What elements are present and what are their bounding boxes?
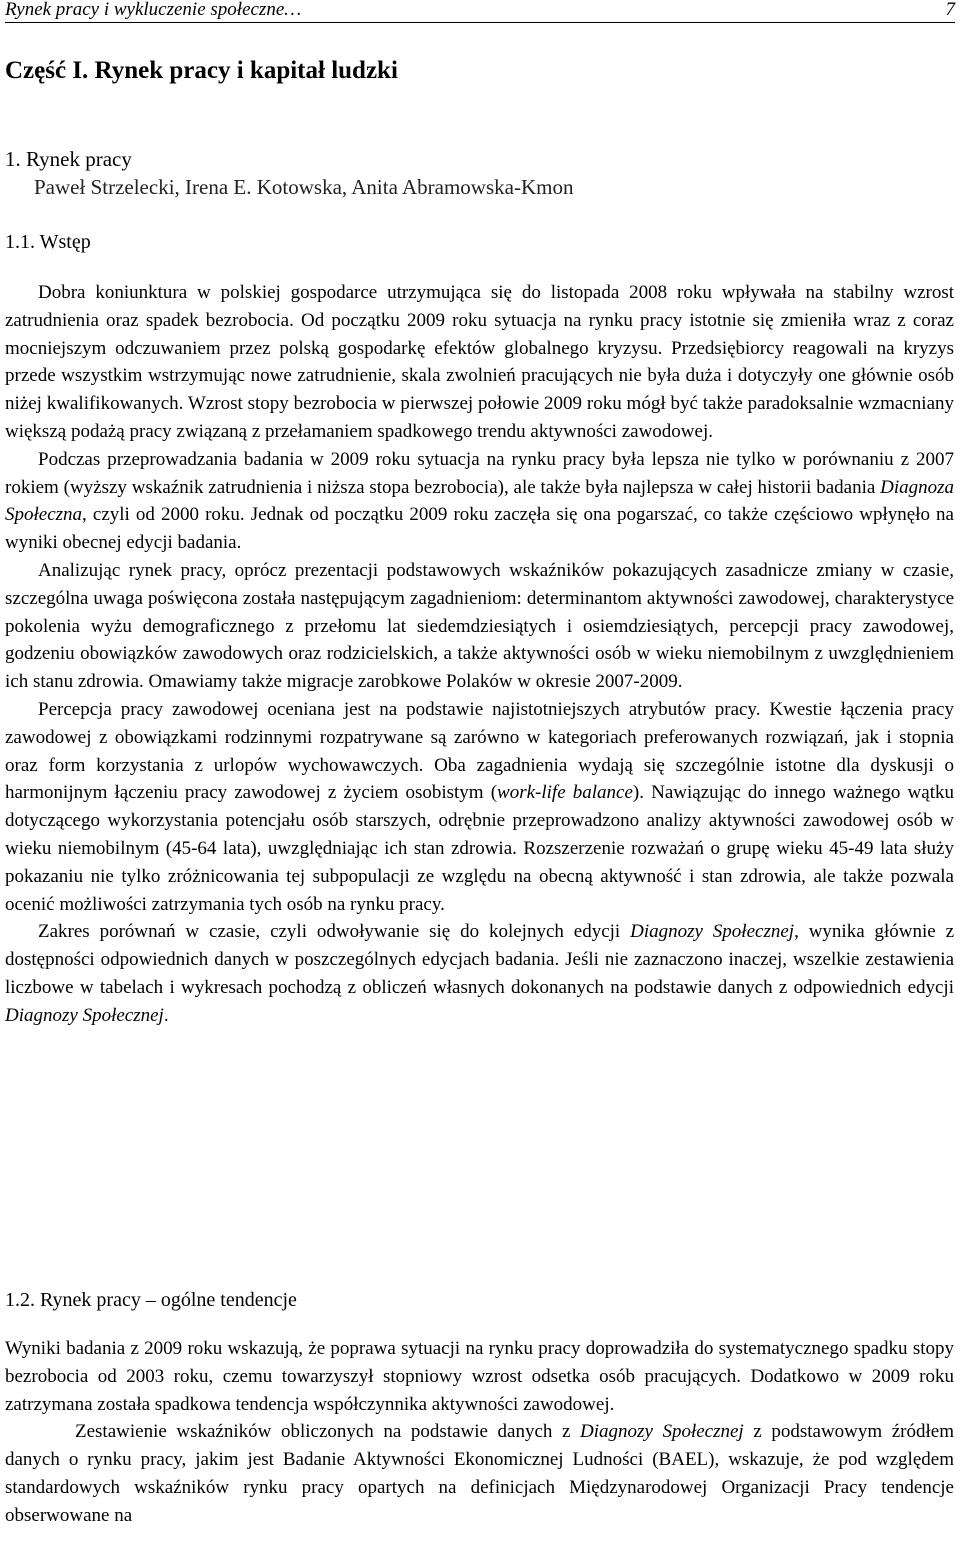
part-title: Część I. Rynek pracy i kapitał ludzki [5,57,398,84]
chapter-authors: Paweł Strzelecki, Irena E. Kotowska, Anita Abramowska-Kmon [34,175,574,199]
page-number: 7 [945,0,955,20]
section-body-intro [5,279,954,1030]
paragraph [5,696,954,918]
running-title: Rynek pracy i wykluczenie społeczne… [5,0,302,20]
paragraph-text: Zestawienie wskaźników obliczonych na podstawie danych z [75,1421,581,1443]
paragraph-text: z podstawowym źródłem danych o rynku pracy, jakim jest Badanie Aktywności Ekonomicznej Ludności (BAEL), wskazuje, że pod względem standardowych wskaźników rynku pracy opartych na definicjach Międzynarodowej Organizacji Pracy tendencje obserwowane na [5,1421,955,1526]
section-body-trends [5,1335,954,1530]
paragraph-text: Percepcja pracy zawodowej oceniana jest na podstawie najistotniejszych atrybutów pracy. Kwestie łączenia pracy zawodowej z obowiązkami rodzinnymi rozpatrywane są zarówno w kategoriach preferowanych rozwiązań, jak i stopnia oraz form korzystania z urlopów wychowawczych. Oba zagadnienia wydają się szczególnie istotne dla dyskusji o harmonijnym łączeniu pracy zawodowej z życiem osobistym ( [5,698,954,804]
italic-term: work-life balance [497,782,633,804]
paragraph-text: , czyli od 2000 roku. Jednak od początku 2009 roku zaczęła się ona pogarszać, co także częściowo wpłynęło na wyniki obecnej edycji badania. [5,504,954,554]
section-heading-trends: 1.2. Rynek pracy – ogólne tendencje [5,1289,297,1311]
paragraph-text: Analizując rynek pracy, oprócz prezentacji podstawowych wskaźników pokazujących zasadnicze zmiany w czasie, szczególna uwaga poświęcona została następującym zagadnieniom: determinantom aktywności zawodowej, charakterystyce pokolenia wyżu demograficznego z przełomu lat siedemdziesiątych i osiemdziesiątych, percepcji pracy zawodowej, godzeniu obowiązków zawodowych oraz rodzicielskich, a także aktywności osób w wieku niemobilnym z uwzględnieniem ich stanu zdrowia. Omawiamy także migracje zarobkowe Polaków w okresie 2007-2009. [5,559,954,693]
running-header [5,0,955,23]
paragraph [5,446,954,557]
paragraph [5,557,954,696]
section-heading-intro: 1.1. Wstęp [5,231,91,253]
paragraph [5,1418,954,1529]
paragraph-text: Wyniki badania z 2009 roku wskazują, że poprawa sytuacji na rynku pracy doprowadziła do systematycznego spadku stopy bezrobocia od 2003 roku, czemu towarzyszył stopniowy wzrost odsetka osób pracujących. Dodatkowo w 2009 roku zatrzymana została spadkowa tendencja współczynnika aktywności zawodowej. [5,1338,954,1415]
italic-title: Diagnozy Społecznej [630,921,795,943]
paragraph-text: Dobra koniunktura w polskiej gospodarce utrzymująca się do listopada 2008 roku wpływała na stabilny wzrost zatrudnienia oraz spadek bezrobocia. Od początku 2009 roku sytuacja na rynku pracy istotnie się zmieniła wraz z coraz mocniejszym odczuwaniem przez polską gospodarkę efektów globalnego kryzysu. Przedsiębiorcy reagowali na kryzys przede wszystkim wstrzymując nowe zatrudnienie, skala zwolnień pracujących nie była duża i dotyczyły one głównie osób niżej kwalifikowanych. Wzrost stopy bezrobocia w pierwszej połowie 2009 roku mógł być także paradoksalnie wzmacniany większą podażą pracy związaną z przełamaniem spadkowego trendu aktywności zawodowej. [5,282,954,442]
chapter-title: 1. Rynek pracy [5,147,132,171]
paragraph-text: . [163,1004,169,1026]
paragraph-text: , wynika głównie z dostępności odpowiednich danych w poszczególnych edycjach badania. Jeśli nie zaznaczono inaczej, wszelkie zestawienia liczbowe w tabelach i wykresach pochodzą z obliczeń własnych dokonanych na podstawie danych z odpowiednich edycji [5,921,955,998]
paragraph-text: Podczas przeprowadzania badania w 2009 roku sytuacja na rynku pracy była lepsza nie tylko w porównaniu z 2007 rokiem (wyższy wskaźnik zatrudnienia i niższa stopa bezrobocia), ale także była najlepsza w całej historii badania [5,448,954,498]
paragraph-text: Zakres porównań w czasie, czyli odwoływanie się do kolejnych edycji [38,921,631,943]
paragraph [5,1335,954,1418]
italic-title: Diagnozy Społecznej [5,1004,164,1026]
paragraph [5,918,954,1029]
paragraph-text: ). Nawiązując do innego ważnego wątku dotyczącego wykorzystania potencjału osób starszych, odrębnie przeprowadzono analizy aktywności zawodowej osób w wieku niemobilnym (45-64 lata), uwzględniając ich stan zdrowia. Rozszerzenie rozważań o grupę wieku 45-49 lata służy pokazaniu nie tylko zróżnicowania tej subpopulacji ze względu na obecną aktywność i stan zdrowia, ale także pozwala ocenić możliwości zatrzymania tych osób na rynku pracy. [5,782,954,915]
italic-title: Diagnoza Społeczna [5,476,954,526]
italic-title: Diagnozy Społecznej [580,1421,744,1443]
paragraph [5,279,954,446]
